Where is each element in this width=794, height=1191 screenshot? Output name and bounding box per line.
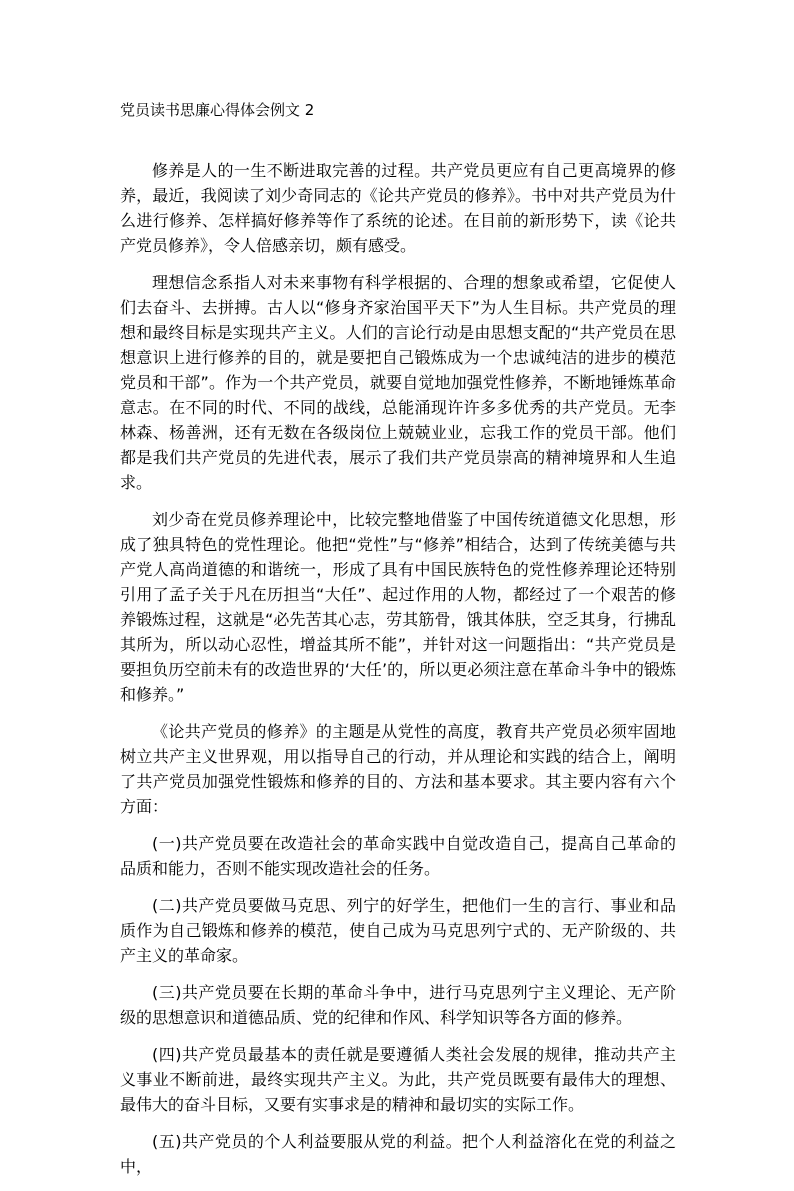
list-item-4: (四)共产党员最基本的责任就是要遵循人类社会发展的规律，推动共产主义事业不断前进，最终实现共产主义。为此，共产党员既要有最伟大的理想、最伟大的奋斗目标，又要有实事求是的精神和最切实的实际工作。 [120, 1045, 676, 1114]
list-item-1: (一)共产党员要在改造社会的革命实践中自觉改造自己，提高自己革命的品质和能力，否则不能实现改造社会的任务。 [120, 834, 676, 878]
paragraph-4: 《论共产党员的修养》的主题是从党性的高度，教育共产党员必须牢固地树立共产主义世界观，用以指导自己的行动，并从理论和实践的结合上，阐明了共产党员加强党性锻炼和修养的目的、方法和基本要求。其主要内容有六个方面： [120, 722, 676, 816]
paragraph-2: 理想信念系指人对未来事物有科学根据的、合理的想象或希望，它促使人们去奋斗、去拼搏。古人以“修身齐家治国平天下”为人生目标。共产党员的理想和最终目标是实现共产主义。人们的言论行动是由思想支配的“共产党员在思想意识上进行修养的目的，就是要把自己锻炼成为一个忠诚纯洁的进步的模范党员和干部”。作为一个共产党员，就要自觉地加强党性修养，不断地锤炼革命意志。在不同的时代、不同的战线，总能涌现许许多多优秀的共产党员。无李林森、杨善洲，还有无数在各级岗位上兢兢业业，忘我工作的党员干部。他们都是我们共产党员的先进代表，展示了我们共产党员崇高的精神境界和人生追求。 [120, 273, 676, 492]
list-item-2: (二)共产党员要做马克思、列宁的好学生，把他们一生的言行、事业和品质作为自己锻炼和修养的模范，使自己成为马克思列宁式的、无产阶级的、共产主义的革命家。 [120, 896, 676, 965]
list-item-5: (五)共产党员的个人利益要服从党的利益。把个人利益溶化在党的利益之中， [120, 1132, 676, 1176]
document-body [120, 158, 676, 1191]
paragraph-3: 刘少奇在党员修养理论中，比较完整地借鉴了中国传统道德文化思想，形成了独具特色的党性理论。他把“党性”与“修养”相结合，达到了传统美德与共产党人高尚道德的和谐统一，形成了具有中国民族特色的党性修养理论还特别引用了孟子关于凡在历担当“大任”、起过作用的人物，都经过了一个艰苦的修养锻炼过程，这就是“必先苦其心志，劳其筋骨，饿其体肤，空乏其身，行拂乱其所为，所以动心忍性，增益其所不能”，并针对这一问题指出：“共产党员是要担负历空前未有的改造世界的‘大任’的，所以更必须注意在革命斗争中的锻炼和修养。” [120, 510, 676, 704]
paragraph-1: 修养是人的一生不断进取完善的过程。共产党员更应有自己更高境界的修养，最近，我阅读了刘少奇同志的《论共产党员的修养》。书中对共产党员为什么进行修养、怎样搞好修养等作了系统的论述。在目前的新形势下，读《论共产党员修养》，令人倍感亲切，颇有感受。 [120, 161, 676, 255]
document-title: 党员读书思廉心得体会例文 2 [120, 101, 315, 119]
list-item-3: (三)共产党员要在长期的革命斗争中，进行马克思列宁主义理论、无产阶级的思想意识和道德品质、党的纪律和作风、科学知识等各方面的修养。 [120, 983, 676, 1027]
